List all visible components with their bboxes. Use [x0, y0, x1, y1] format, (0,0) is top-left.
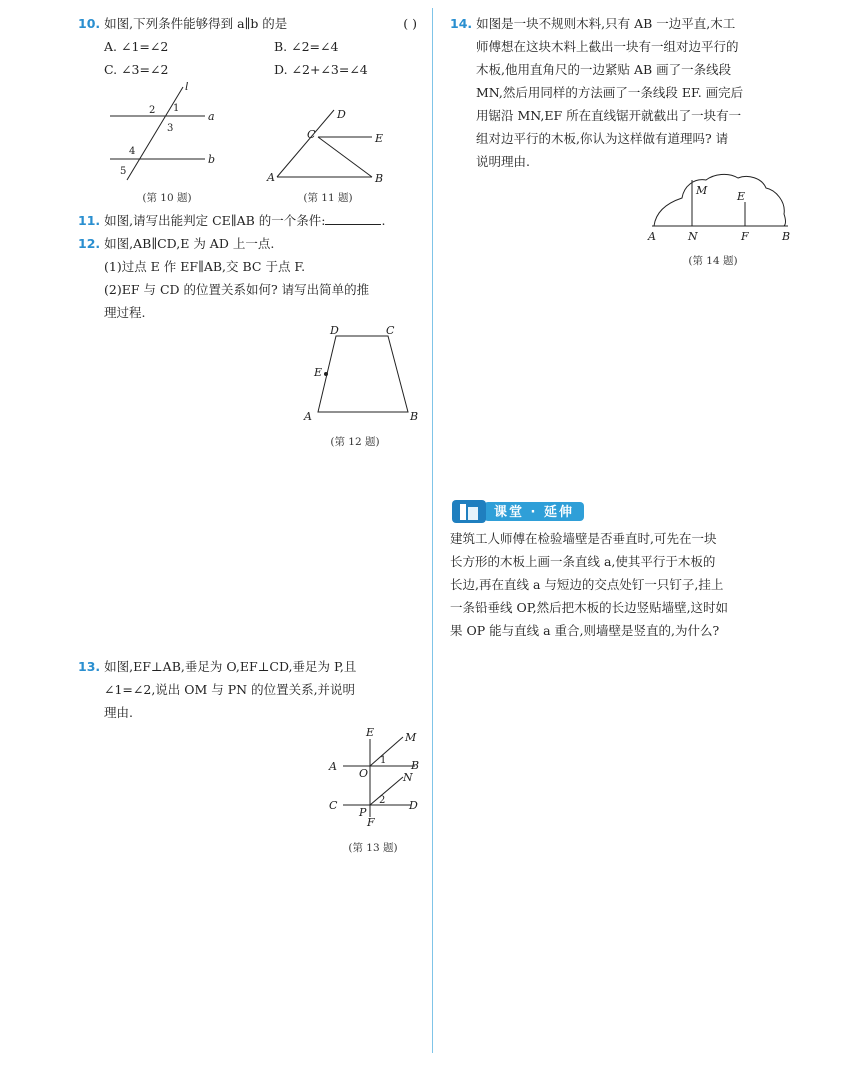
figure-10 — [105, 82, 225, 182]
question-line-5: 用锯沿 MN,EF 所在直线锯开就截出了一块有一 — [476, 108, 742, 123]
question-text: 如图,请写出能判定 CE∥AB 的一个条件: — [104, 213, 326, 228]
label-1: 1 — [173, 103, 180, 114]
question-11 — [78, 209, 423, 232]
question-number: 13. — [78, 659, 101, 674]
question-line-3: 理由. — [104, 705, 133, 720]
label-B: B — [375, 172, 384, 185]
label-A: A — [267, 171, 275, 184]
label-E: E — [366, 726, 375, 739]
extension-title: 课堂 · 延伸 — [494, 505, 574, 520]
label-O: O — [359, 767, 369, 780]
label-l: l — [185, 82, 189, 93]
label-A: A — [648, 230, 656, 243]
label-2: 2 — [149, 105, 156, 116]
question-line-2: ∠1=∠2,说出 OM 与 PN 的位置关系,并说明 — [104, 682, 356, 697]
label-3: 3 — [167, 123, 174, 134]
question-text: 如图,AB∥CD,E 为 AD 上一点. — [104, 236, 275, 251]
answer-paren: ( ) — [403, 16, 417, 31]
label-b: b — [208, 153, 216, 166]
label-C: C — [329, 799, 338, 812]
figure-12 — [300, 322, 430, 424]
part-2-line-1: (2)EF 与 CD 的位置关系如何? 请写出简单的推 — [104, 282, 370, 297]
caption-14: (第 14 题) — [688, 255, 738, 267]
question-12 — [78, 232, 423, 324]
label-angle-2: 2 — [379, 795, 386, 806]
label-A: A — [304, 410, 312, 423]
question-line-4: MN,然后用同样的方法画了一条线段 EF. 画完后 — [476, 85, 744, 100]
label-4: 4 — [129, 146, 136, 157]
caption-13: (第 13 题) — [348, 842, 398, 854]
question-number: 10. — [78, 16, 101, 31]
question-line-1: 如图是一块不规则木料,只有 AB 一边平直,木工 — [476, 16, 736, 31]
answer-blank[interactable] — [325, 212, 381, 225]
question-line-6: 组对边平行的木板,你认为这样做有道理吗? 请 — [476, 131, 729, 146]
label-N: N — [403, 771, 413, 784]
column-divider — [432, 8, 433, 1053]
extension-text — [450, 527, 795, 642]
left-column — [78, 12, 423, 81]
period: . — [381, 213, 386, 228]
label-5: 5 — [120, 166, 127, 177]
label-D: D — [409, 799, 418, 812]
option-c: C. ∠3=∠2 — [104, 62, 169, 77]
extension-line-3: 长边,再在直线 a 与短边的交点处钉一只钉子,挂上 — [450, 577, 724, 592]
caption-10: (第 10 题) — [142, 192, 192, 204]
label-E: E — [375, 132, 384, 145]
figure-14 — [640, 168, 800, 246]
option-b: B. ∠2=∠4 — [274, 39, 339, 54]
label-P: P — [359, 806, 367, 819]
figure-13 — [325, 725, 425, 830]
label-D: D — [337, 108, 346, 121]
label-B: B — [782, 230, 791, 243]
question-line-3: 木板,他用直角尺的一边紧贴 AB 画了一条线段 — [476, 62, 732, 77]
question-text: 如图,下列条件能够得到 a∥b 的是 — [104, 16, 288, 31]
label-M: M — [696, 184, 708, 197]
label-C: C — [307, 128, 316, 141]
label-B: B — [410, 410, 419, 423]
figure-11 — [262, 105, 392, 190]
part-1: (1)过点 E 作 EF∥AB,交 BC 于点 F. — [104, 259, 306, 274]
question-10 — [78, 12, 423, 35]
label-M: M — [405, 731, 417, 744]
label-E: E — [314, 366, 323, 379]
option-a: A. ∠1=∠2 — [104, 39, 169, 54]
label-angle-1: 1 — [380, 755, 387, 766]
extension-line-2: 长方形的木板上画一条直线 a,使其平行于木板的 — [450, 554, 716, 569]
label-E: E — [737, 190, 746, 203]
extension-line-1: 建筑工人师傅在检验墙壁是否垂直时,可先在一块 — [450, 531, 717, 546]
question-number: 12. — [78, 236, 101, 251]
question-line-1: 如图,EF⊥AB,垂足为 O,EF⊥CD,垂足为 P,且 — [104, 659, 357, 674]
caption-12: (第 12 题) — [330, 436, 380, 448]
extension-line-4: 一条铅垂线 OP,然后把木板的长边竖贴墙壁,这时如 — [450, 600, 729, 615]
label-C: C — [386, 324, 395, 337]
label-A: A — [329, 760, 337, 773]
label-D: D — [330, 324, 339, 337]
label-N: N — [688, 230, 698, 243]
extension-line-5: 果 OP 能与直线 a 重合,则墙壁是竖直的,为什么? — [450, 623, 720, 638]
option-d: D. ∠2+∠3=∠4 — [274, 62, 368, 77]
label-F: F — [741, 230, 749, 243]
label-F: F — [367, 816, 375, 829]
question-14 — [450, 12, 795, 173]
question-number: 11. — [78, 213, 101, 228]
question-13 — [78, 655, 423, 724]
options — [78, 35, 423, 81]
question-line-7: 说明理由. — [476, 154, 530, 169]
part-2-line-2: 理过程. — [104, 305, 146, 320]
label-a: a — [208, 110, 215, 123]
question-number: 14. — [450, 16, 473, 31]
label-B: B — [411, 759, 420, 772]
caption-11: (第 11 题) — [303, 192, 353, 204]
question-line-2: 师傅想在这块木料上截出一块有一组对边平行的 — [476, 39, 739, 54]
